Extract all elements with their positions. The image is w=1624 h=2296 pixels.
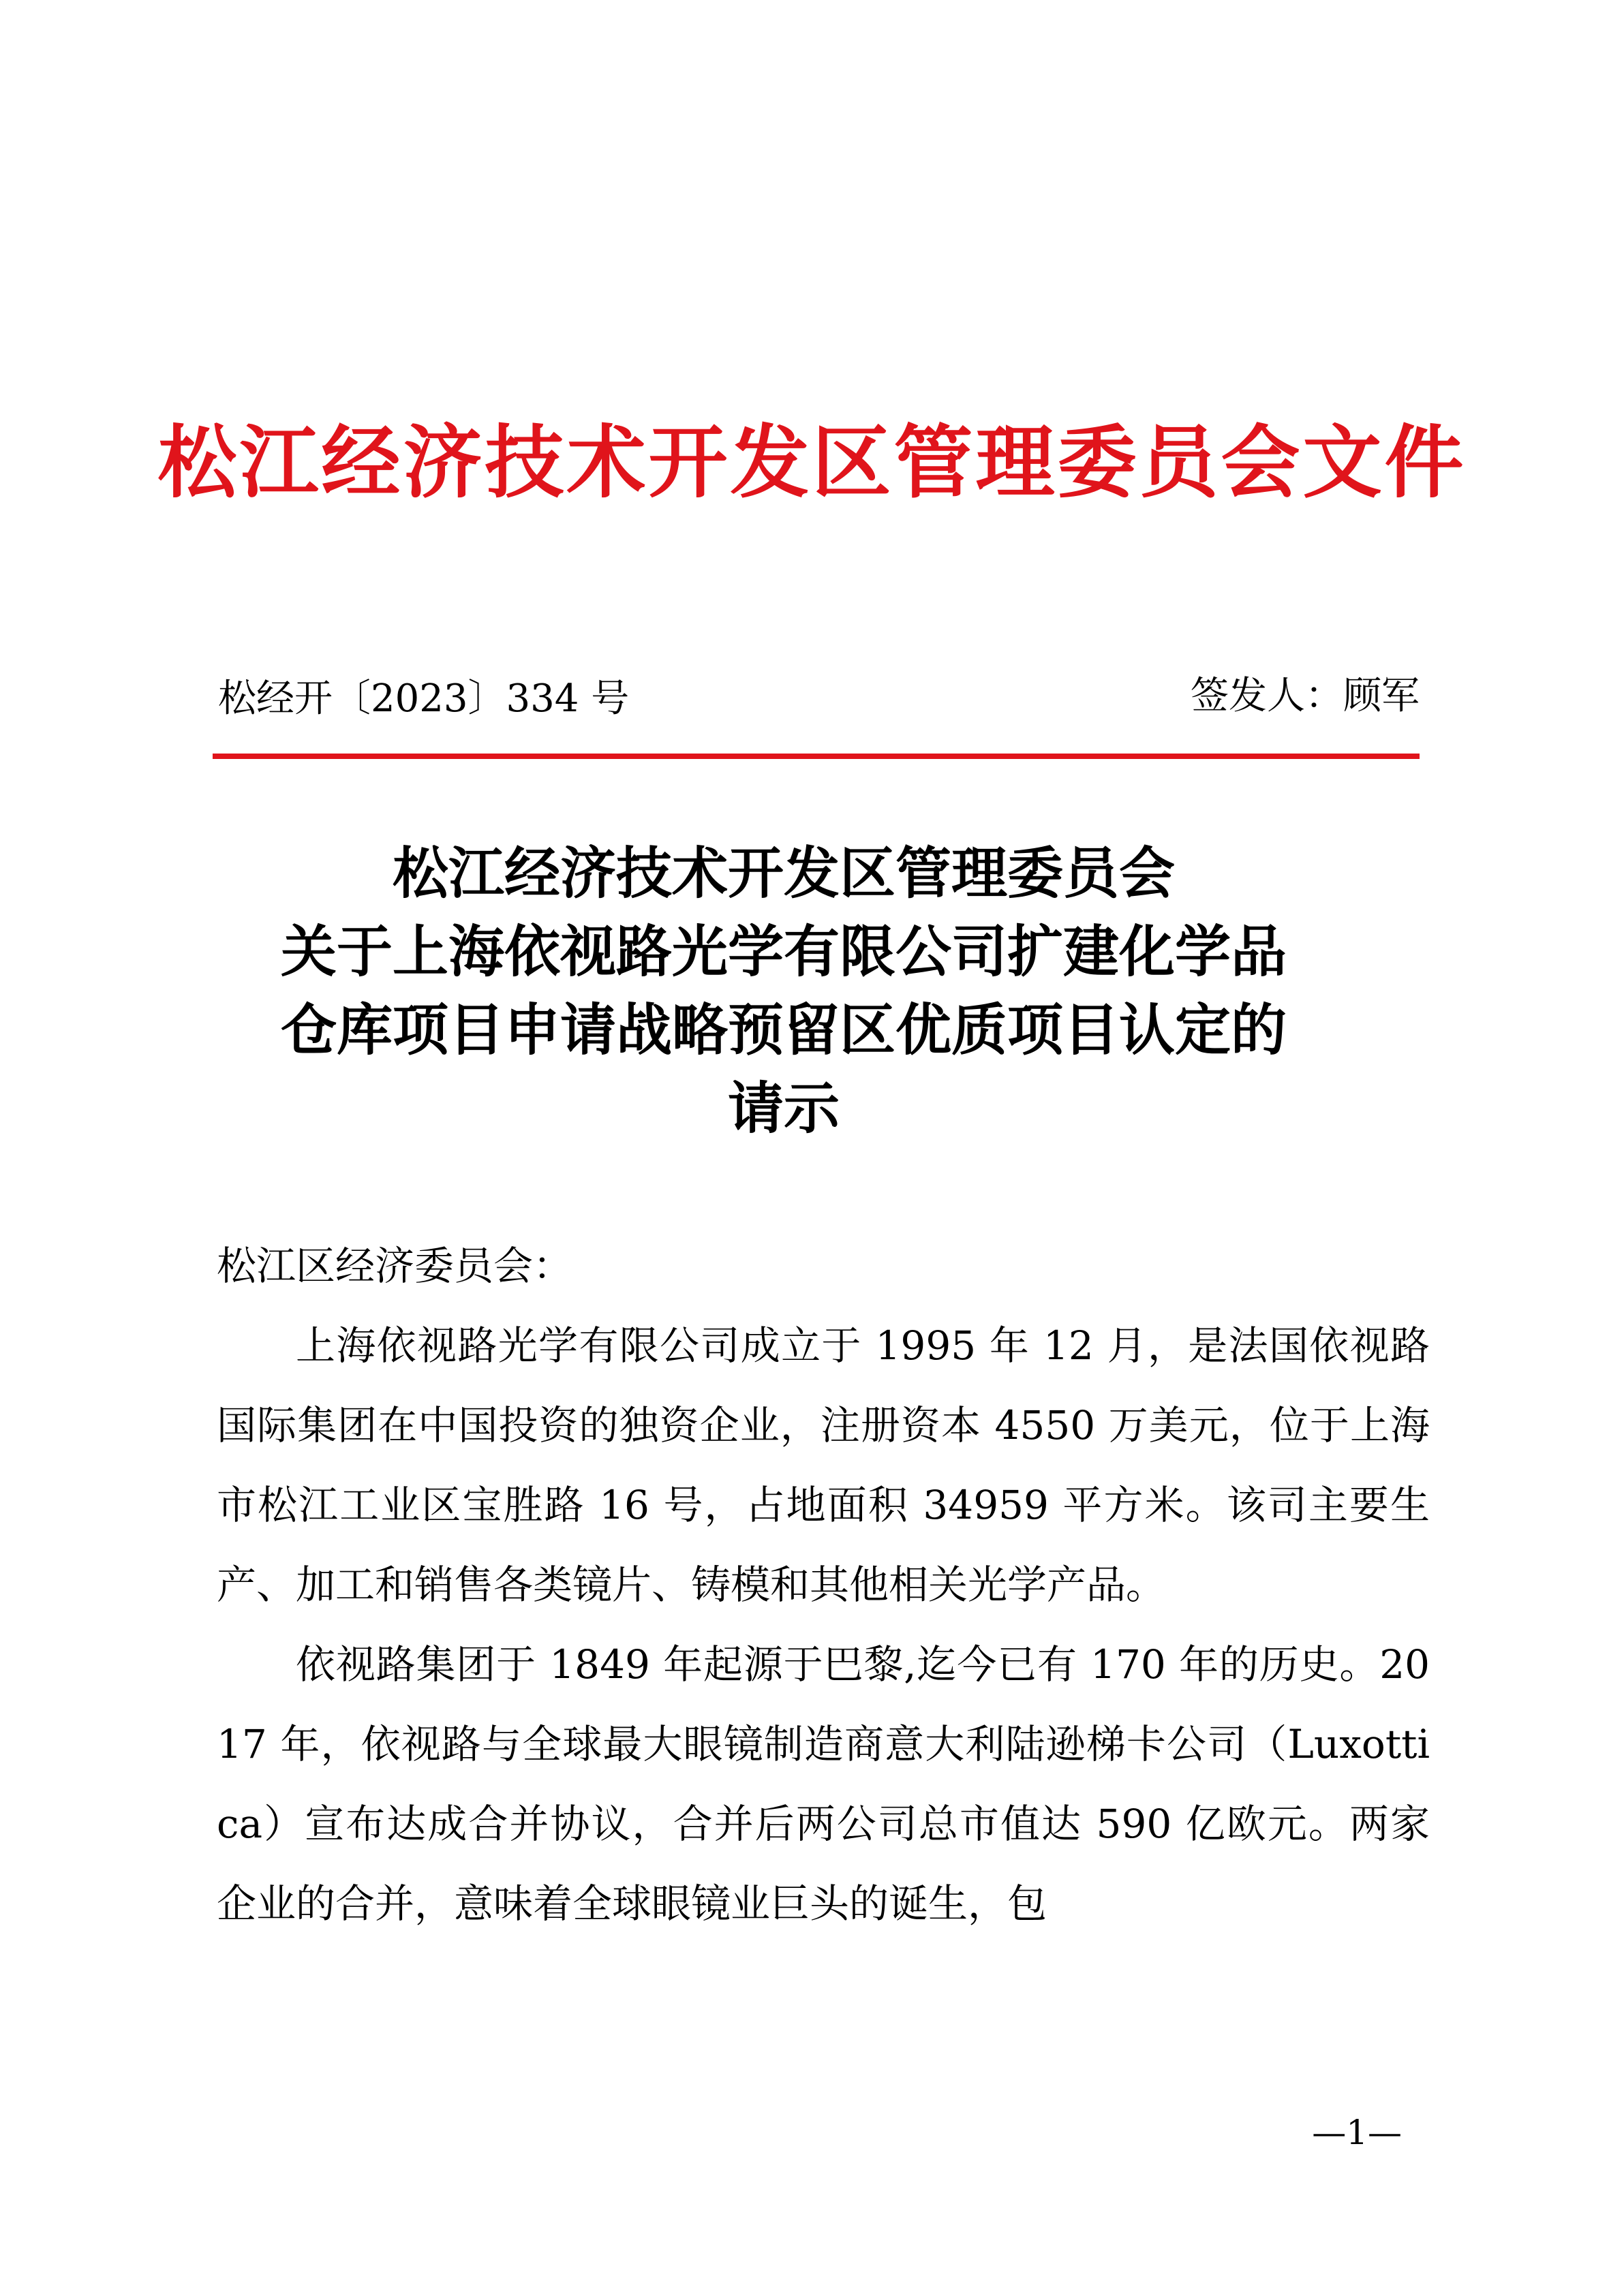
body-paragraph: 上海依视路光学有限公司成立于 1995 年 12 月，是法国依视路国际集团在中国投资的独资企业，注册资本 4550 万美元，位于上海市松江工业区宝胜路 16 号，占地面积 34959 平方米。该司主要生产、加工和销售各类镜片、铸模和其他相关光学产品。: [217, 1322, 1430, 1608]
document-header-title: 松江经济技术开发区管理委员会文件: [157, 416, 1467, 509]
title-line: 松江经济技术开发区管理委员会: [392, 841, 1175, 906]
document-body: [217, 1226, 1430, 1944]
title-line: 关于上海依视路光学有限公司扩建化学品: [280, 919, 1287, 984]
document-number: 松经开〔2023〕334 号: [218, 677, 630, 721]
title-line: 请示: [727, 1076, 840, 1141]
document-title: [136, 835, 1431, 1148]
body-paragraph: 依视路集团于 1849 年起源于巴黎,迄今已有 170 年的历史。2017 年，依视路与全球最大眼镜制造商意大利陆逊梯卡公司（Luxottica）宣布达成合并协议，合并后两公司总市值达 590 亿欧元。两家企业的合并，意味着全球眼镜业巨头的诞生，包: [217, 1641, 1430, 1927]
document-signer: 签发人：顾军: [1191, 674, 1420, 718]
page-number: —1—: [1312, 2113, 1402, 2152]
red-divider-line: [213, 754, 1420, 759]
salutation: 松江区经济委员会：: [217, 1243, 573, 1289]
title-line: 仓库项目申请战略预留区优质项目认定的: [280, 997, 1287, 1063]
